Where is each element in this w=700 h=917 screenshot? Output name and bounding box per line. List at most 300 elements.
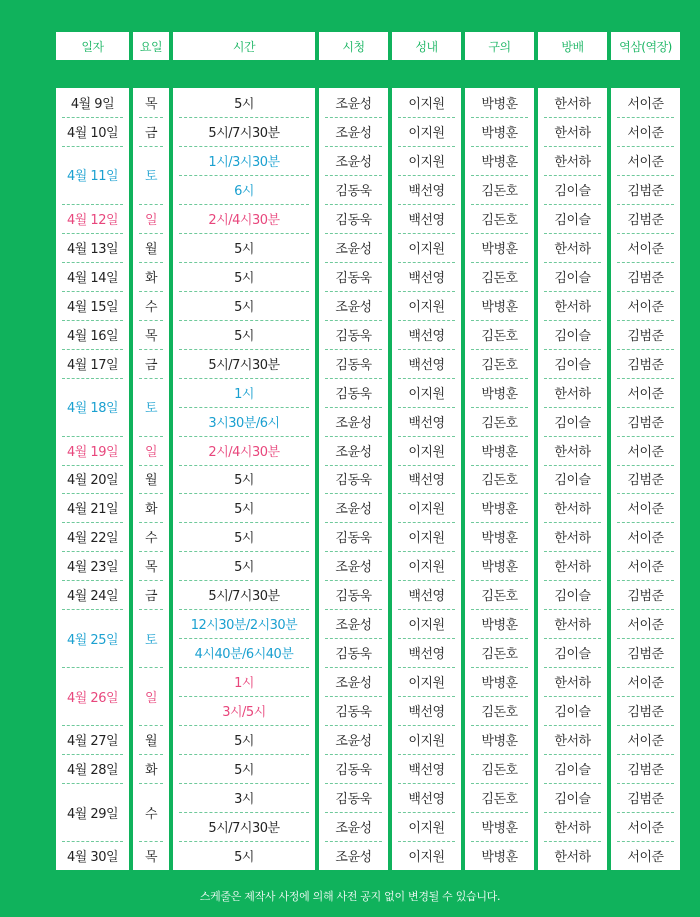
row-divider	[544, 146, 601, 147]
row-divider	[325, 117, 382, 118]
staff-cell-bangbae: 김이슬	[554, 415, 591, 431]
row-divider	[139, 580, 163, 581]
row-divider	[62, 291, 123, 292]
row-divider	[179, 233, 309, 234]
staff-cell-yeoksam: 서이준	[627, 386, 664, 402]
row-divider	[325, 812, 382, 813]
row-divider	[325, 378, 382, 379]
row-divider	[62, 320, 123, 321]
staff-cell-guui: 김돈호	[481, 473, 518, 489]
row-divider	[325, 725, 382, 726]
row-divider	[544, 522, 601, 523]
weekday-cell: 수	[144, 806, 158, 822]
weekday-cell: 화	[144, 502, 158, 518]
staff-cell-bangbae: 김이슬	[554, 270, 591, 286]
staff-cell-seongnae: 이지원	[408, 618, 445, 634]
row-divider	[398, 291, 455, 292]
row-divider	[471, 378, 528, 379]
row-divider	[179, 696, 309, 697]
staff-cell-bangbae: 김이슬	[554, 183, 591, 199]
staff-cell-yeoksam: 김범준	[627, 270, 664, 286]
staff-cell-seongnae: 백선영	[408, 647, 445, 663]
row-divider	[544, 204, 601, 205]
staff-cell-bangbae: 김이슬	[554, 705, 591, 721]
staff-cell-bangbae: 한서하	[554, 618, 591, 634]
row-divider	[544, 175, 601, 176]
row-divider	[617, 378, 674, 379]
staff-cell-seongnae: 이지원	[408, 299, 445, 315]
date-cell: 4월 28일	[66, 763, 119, 779]
staff-cell-city-hall: 김동욱	[335, 386, 372, 402]
staff-cell-seongnae: 백선영	[408, 792, 445, 808]
row-divider	[617, 783, 674, 784]
date-cell: 4월 20일	[66, 473, 119, 489]
time-cell: 4시40분/6시40분	[194, 647, 294, 663]
time-cell: 6시	[234, 183, 254, 199]
weekday-cell: 토	[144, 632, 158, 648]
row-divider	[471, 262, 528, 263]
weekday-cell: 금	[144, 589, 158, 605]
row-divider	[139, 262, 163, 263]
row-divider	[139, 754, 163, 755]
row-divider	[398, 378, 455, 379]
row-divider	[617, 580, 674, 581]
row-divider	[179, 262, 309, 263]
staff-cell-seongnae: 백선영	[408, 212, 445, 228]
row-divider	[544, 493, 601, 494]
row-divider	[62, 667, 123, 668]
row-divider	[544, 580, 601, 581]
staff-cell-bangbae: 한서하	[554, 299, 591, 315]
row-divider	[139, 204, 163, 205]
staff-cell-guui: 박병훈	[481, 96, 518, 112]
staff-cell-guui: 김돈호	[481, 589, 518, 605]
row-divider	[325, 465, 382, 466]
row-divider	[325, 841, 382, 842]
row-divider	[62, 725, 123, 726]
staff-cell-city-hall: 조윤성	[335, 299, 372, 315]
row-divider	[398, 551, 455, 552]
time-cell: 1시/3시30분	[208, 154, 280, 170]
row-divider	[62, 493, 123, 494]
time-cell: 5시/7시30분	[208, 125, 280, 141]
staff-cell-bangbae: 한서하	[554, 676, 591, 692]
row-divider	[179, 175, 309, 176]
row-divider	[325, 609, 382, 610]
row-divider	[179, 638, 309, 639]
staff-cell-bangbae: 한서하	[554, 560, 591, 576]
staff-cell-guui: 박병훈	[481, 618, 518, 634]
header-time: 시간	[173, 32, 315, 60]
staff-cell-city-hall: 김동욱	[335, 183, 372, 199]
date-cell: 4월 26일	[66, 690, 119, 706]
weekday-cell: 일	[144, 444, 158, 460]
staff-cell-city-hall: 김동욱	[335, 792, 372, 808]
row-divider	[179, 320, 309, 321]
weekday-cell: 목	[144, 850, 158, 865]
date-cell: 4월 10일	[66, 125, 119, 141]
time-cell: 5시	[234, 763, 254, 779]
staff-cell-seongnae: 백선영	[408, 473, 445, 489]
row-divider	[617, 725, 674, 726]
row-divider	[471, 175, 528, 176]
staff-cell-bangbae: 한서하	[554, 96, 591, 112]
row-divider	[471, 841, 528, 842]
row-divider	[325, 493, 382, 494]
staff-cell-guui: 박병훈	[481, 125, 518, 141]
time-cell: 5시	[234, 560, 254, 576]
staff-cell-city-hall: 조윤성	[335, 241, 372, 257]
staff-cell-city-hall: 김동욱	[335, 705, 372, 721]
column-date	[56, 88, 129, 870]
staff-cell-yeoksam: 김범준	[627, 183, 664, 199]
staff-cell-seongnae: 이지원	[408, 560, 445, 576]
row-divider	[62, 841, 123, 842]
date-cell: 4월 19일	[66, 444, 119, 460]
weekday-cell: 목	[144, 96, 158, 112]
row-divider	[179, 725, 309, 726]
date-cell: 4월 27일	[66, 734, 119, 750]
staff-cell-guui: 박병훈	[481, 531, 518, 547]
row-divider	[544, 349, 601, 350]
time-cell: 5시	[234, 299, 254, 315]
row-divider	[544, 696, 601, 697]
staff-cell-yeoksam: 김범준	[627, 415, 664, 431]
date-cell: 4월 22일	[66, 531, 119, 547]
row-divider	[139, 841, 163, 842]
row-divider	[398, 146, 455, 147]
row-divider	[62, 262, 123, 263]
staff-cell-seongnae: 이지원	[408, 502, 445, 518]
staff-cell-bangbae: 김이슬	[554, 647, 591, 663]
date-cell: 4월 21일	[66, 502, 119, 518]
staff-cell-city-hall: 조윤성	[335, 154, 372, 170]
date-cell: 4월 14일	[66, 270, 119, 286]
row-divider	[62, 580, 123, 581]
staff-cell-seongnae: 이지원	[408, 676, 445, 692]
staff-cell-yeoksam: 김범준	[627, 792, 664, 808]
row-divider	[62, 146, 123, 147]
row-divider	[471, 638, 528, 639]
staff-cell-yeoksam: 서이준	[627, 125, 664, 141]
row-divider	[544, 320, 601, 321]
row-divider	[617, 638, 674, 639]
row-divider	[398, 696, 455, 697]
staff-cell-guui: 김돈호	[481, 183, 518, 199]
row-divider	[471, 667, 528, 668]
staff-cell-bangbae: 한서하	[554, 241, 591, 257]
staff-cell-seongnae: 이지원	[408, 850, 445, 865]
time-cell: 5시	[234, 270, 254, 286]
row-divider	[139, 609, 163, 610]
staff-cell-guui: 김돈호	[481, 415, 518, 431]
staff-cell-yeoksam: 서이준	[627, 618, 664, 634]
row-divider	[179, 551, 309, 552]
staff-cell-yeoksam: 서이준	[627, 531, 664, 547]
time-cell: 5시/7시30분	[208, 821, 280, 837]
staff-cell-guui: 박병훈	[481, 386, 518, 402]
row-divider	[398, 117, 455, 118]
row-divider	[325, 204, 382, 205]
row-divider	[139, 725, 163, 726]
weekday-cell: 수	[144, 299, 158, 315]
row-divider	[62, 609, 123, 610]
row-divider	[325, 667, 382, 668]
staff-cell-city-hall: 조윤성	[335, 850, 372, 865]
staff-cell-seongnae: 백선영	[408, 415, 445, 431]
row-divider	[544, 725, 601, 726]
staff-cell-bangbae: 김이슬	[554, 328, 591, 344]
row-divider	[617, 436, 674, 437]
row-divider	[398, 175, 455, 176]
row-divider	[62, 522, 123, 523]
row-divider	[398, 262, 455, 263]
row-divider	[617, 349, 674, 350]
staff-cell-seongnae: 이지원	[408, 386, 445, 402]
row-divider	[62, 783, 123, 784]
row-divider	[398, 407, 455, 408]
staff-cell-guui: 박병훈	[481, 560, 518, 576]
staff-cell-guui: 박병훈	[481, 821, 518, 837]
staff-cell-guui: 김돈호	[481, 357, 518, 373]
column-seongnae	[392, 88, 461, 870]
row-divider	[617, 146, 674, 147]
staff-cell-yeoksam: 김범준	[627, 589, 664, 605]
weekday-cell: 금	[144, 357, 158, 373]
row-divider	[398, 436, 455, 437]
staff-cell-seongnae: 백선영	[408, 270, 445, 286]
row-divider	[62, 233, 123, 234]
row-divider	[139, 551, 163, 552]
staff-cell-yeoksam: 서이준	[627, 734, 664, 750]
staff-cell-city-hall: 조윤성	[335, 734, 372, 750]
row-divider	[617, 117, 674, 118]
row-divider	[544, 117, 601, 118]
date-cell: 4월 24일	[66, 589, 119, 605]
column-time	[173, 88, 315, 870]
row-divider	[617, 233, 674, 234]
row-divider	[325, 262, 382, 263]
row-divider	[398, 204, 455, 205]
staff-cell-guui: 박병훈	[481, 850, 518, 865]
row-divider	[179, 204, 309, 205]
row-divider	[617, 522, 674, 523]
staff-cell-bangbae: 한서하	[554, 734, 591, 750]
row-divider	[471, 696, 528, 697]
row-divider	[617, 841, 674, 842]
row-divider	[471, 436, 528, 437]
staff-cell-guui: 박병훈	[481, 502, 518, 518]
staff-cell-bangbae: 한서하	[554, 502, 591, 518]
row-divider	[325, 349, 382, 350]
staff-cell-city-hall: 김동욱	[335, 357, 372, 373]
schedule-table	[56, 88, 684, 870]
date-cell: 4월 11일	[66, 169, 119, 185]
staff-cell-yeoksam: 김범준	[627, 705, 664, 721]
row-divider	[617, 667, 674, 668]
row-divider	[471, 725, 528, 726]
row-divider	[62, 465, 123, 466]
staff-cell-seongnae: 이지원	[408, 821, 445, 837]
staff-cell-seongnae: 이지원	[408, 734, 445, 750]
row-divider	[471, 783, 528, 784]
staff-cell-bangbae: 한서하	[554, 386, 591, 402]
staff-cell-seongnae: 이지원	[408, 96, 445, 112]
row-divider	[325, 175, 382, 176]
row-divider	[471, 349, 528, 350]
staff-cell-city-hall: 김동욱	[335, 589, 372, 605]
staff-cell-guui: 박병훈	[481, 676, 518, 692]
row-divider	[544, 841, 601, 842]
time-cell: 3시/5시	[222, 705, 266, 721]
row-divider	[471, 754, 528, 755]
row-divider	[139, 493, 163, 494]
weekday-cell: 월	[144, 473, 158, 489]
staff-cell-yeoksam: 서이준	[627, 850, 664, 865]
staff-cell-city-hall: 김동욱	[335, 328, 372, 344]
row-divider	[398, 754, 455, 755]
row-divider	[325, 638, 382, 639]
row-divider	[398, 233, 455, 234]
staff-cell-yeoksam: 서이준	[627, 299, 664, 315]
staff-cell-city-hall: 조윤성	[335, 96, 372, 112]
row-divider	[325, 233, 382, 234]
staff-cell-yeoksam: 김범준	[627, 647, 664, 663]
staff-cell-bangbae: 김이슬	[554, 357, 591, 373]
staff-cell-yeoksam: 서이준	[627, 444, 664, 460]
row-divider	[62, 204, 123, 205]
staff-cell-guui: 박병훈	[481, 154, 518, 170]
staff-cell-guui: 김돈호	[481, 270, 518, 286]
staff-cell-city-hall: 조윤성	[335, 560, 372, 576]
row-divider	[139, 378, 163, 379]
staff-cell-city-hall: 조윤성	[335, 821, 372, 837]
row-divider	[325, 783, 382, 784]
row-divider	[325, 754, 382, 755]
row-divider	[139, 465, 163, 466]
row-divider	[544, 407, 601, 408]
time-cell: 5시/7시30분	[208, 357, 280, 373]
date-cell: 4월 17일	[66, 357, 119, 373]
row-divider	[139, 667, 163, 668]
date-cell: 4월 29일	[66, 806, 119, 822]
row-divider	[139, 522, 163, 523]
row-divider	[617, 754, 674, 755]
staff-cell-city-hall: 김동욱	[335, 763, 372, 779]
staff-cell-city-hall: 조윤성	[335, 502, 372, 518]
staff-cell-seongnae: 이지원	[408, 241, 445, 257]
staff-cell-yeoksam: 서이준	[627, 241, 664, 257]
row-divider	[471, 812, 528, 813]
row-divider	[544, 638, 601, 639]
row-divider	[179, 407, 309, 408]
column-day	[133, 88, 169, 870]
row-divider	[179, 493, 309, 494]
staff-cell-seongnae: 이지원	[408, 154, 445, 170]
column-guui	[465, 88, 534, 870]
row-divider	[544, 551, 601, 552]
date-cell: 4월 12일	[66, 212, 119, 228]
time-cell: 1시	[234, 676, 254, 692]
row-divider	[617, 262, 674, 263]
row-divider	[325, 291, 382, 292]
row-divider	[325, 522, 382, 523]
row-divider	[139, 146, 163, 147]
staff-cell-yeoksam: 서이준	[627, 502, 664, 518]
staff-cell-city-hall: 김동욱	[335, 212, 372, 228]
row-divider	[139, 233, 163, 234]
staff-cell-guui: 김돈호	[481, 212, 518, 228]
row-divider	[471, 522, 528, 523]
staff-cell-city-hall: 조윤성	[335, 415, 372, 431]
time-cell: 5시	[234, 502, 254, 518]
row-divider	[544, 465, 601, 466]
weekday-cell: 일	[144, 690, 158, 706]
staff-cell-bangbae: 김이슬	[554, 589, 591, 605]
row-divider	[398, 493, 455, 494]
staff-cell-bangbae: 한서하	[554, 154, 591, 170]
staff-cell-bangbae: 한서하	[554, 821, 591, 837]
staff-cell-bangbae: 한서하	[554, 850, 591, 865]
row-divider	[62, 754, 123, 755]
staff-cell-seongnae: 백선영	[408, 705, 445, 721]
row-divider	[139, 436, 163, 437]
staff-cell-bangbae: 김이슬	[554, 473, 591, 489]
row-divider	[544, 436, 601, 437]
time-cell: 5시	[234, 96, 254, 112]
date-cell: 4월 30일	[66, 850, 119, 865]
staff-cell-seongnae: 백선영	[408, 328, 445, 344]
row-divider	[617, 291, 674, 292]
weekday-cell: 토	[144, 169, 158, 185]
time-cell: 5시	[234, 328, 254, 344]
row-divider	[179, 812, 309, 813]
staff-cell-seongnae: 이지원	[408, 531, 445, 547]
date-cell: 4월 25일	[66, 632, 119, 648]
staff-cell-city-hall: 김동욱	[335, 473, 372, 489]
row-divider	[617, 812, 674, 813]
staff-cell-seongnae: 백선영	[408, 357, 445, 373]
time-cell: 3시	[234, 792, 254, 808]
row-divider	[398, 667, 455, 668]
row-divider	[471, 407, 528, 408]
row-divider	[139, 117, 163, 118]
weekday-cell: 수	[144, 531, 158, 547]
weekday-cell: 월	[144, 241, 158, 257]
staff-cell-seongnae: 백선영	[408, 183, 445, 199]
row-divider	[179, 378, 309, 379]
staff-cell-city-hall: 김동욱	[335, 531, 372, 547]
row-divider	[62, 378, 123, 379]
staff-cell-yeoksam: 김범준	[627, 212, 664, 228]
staff-cell-bangbae: 한서하	[554, 531, 591, 547]
staff-cell-yeoksam: 서이준	[627, 821, 664, 837]
header-date: 일자	[56, 32, 129, 60]
time-cell: 12시30분/2시30분	[190, 618, 298, 634]
row-divider	[544, 291, 601, 292]
row-divider	[544, 262, 601, 263]
schedule-header	[56, 32, 684, 60]
weekday-cell: 토	[144, 401, 158, 417]
row-divider	[471, 580, 528, 581]
staff-cell-city-hall: 조윤성	[335, 618, 372, 634]
date-cell: 4월 23일	[66, 560, 119, 576]
time-cell: 5시	[234, 241, 254, 257]
staff-cell-bangbae: 한서하	[554, 125, 591, 141]
row-divider	[62, 349, 123, 350]
row-divider	[179, 117, 309, 118]
row-divider	[325, 436, 382, 437]
